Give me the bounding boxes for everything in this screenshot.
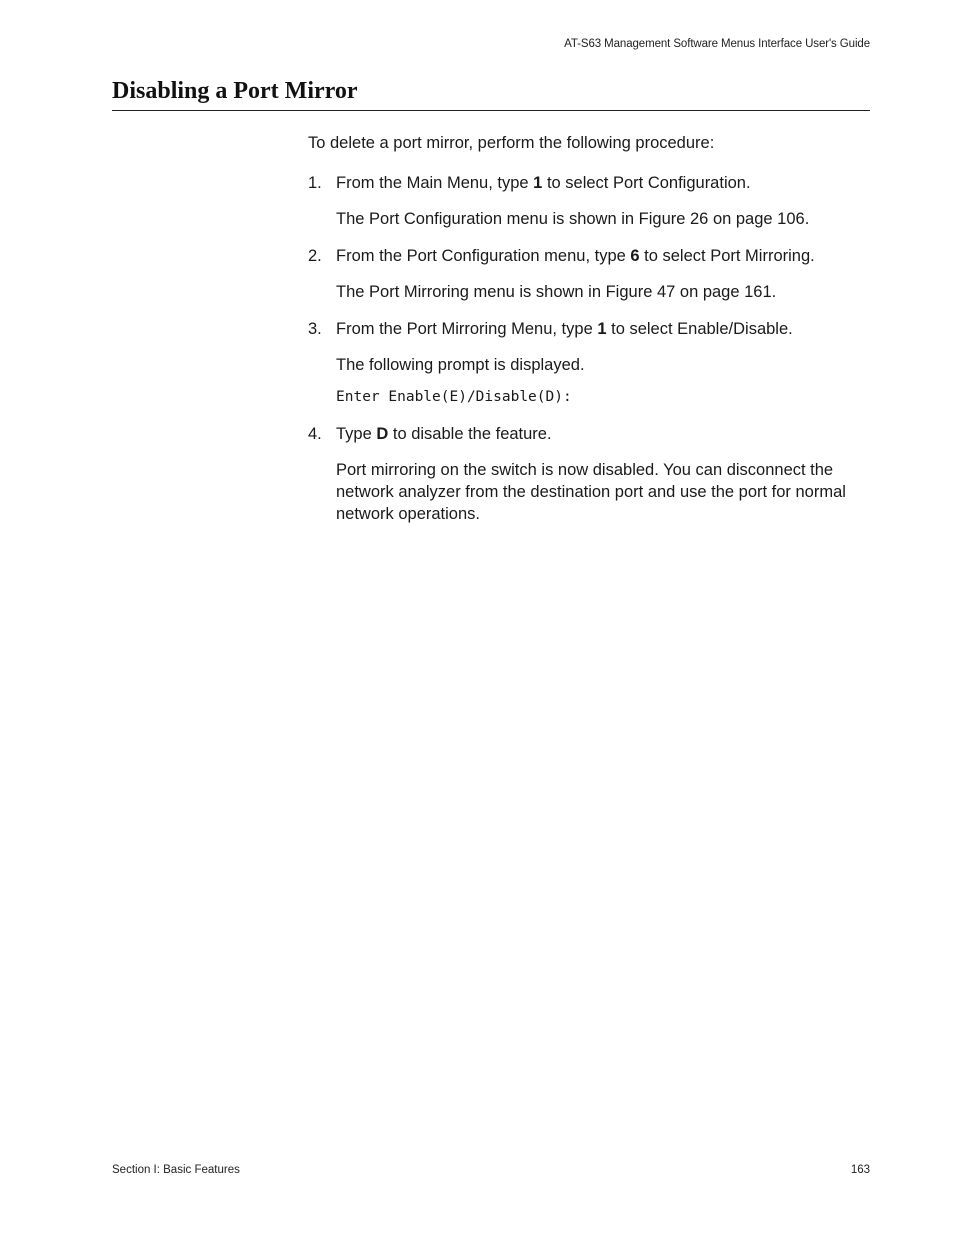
step-key: 1	[597, 320, 607, 338]
step-key: 6	[630, 247, 640, 265]
step-text-after: to select Port Configuration.	[542, 174, 751, 192]
step-text-before: From the Port Mirroring Menu, type	[336, 320, 598, 338]
prompt-code: Enter Enable(E)/Disable(D):	[336, 389, 572, 405]
step-number: 1.	[308, 174, 322, 192]
page-number: 163	[850, 1164, 870, 1176]
step-text-after: to select Port Mirroring.	[639, 247, 815, 265]
step-1	[308, 172, 860, 230]
step-key: 1	[533, 174, 543, 192]
step-text-before: Type	[336, 425, 377, 443]
step-note: The Port Mirroring menu is shown in Figure 47 on page 161.	[336, 283, 777, 301]
step-number: 4.	[308, 425, 322, 443]
step-instruction	[336, 423, 860, 445]
step-3	[308, 318, 860, 408]
step-text-before: From the Main Menu, type	[336, 174, 534, 192]
procedure-body	[308, 132, 860, 540]
step-number: 3.	[308, 320, 322, 338]
section-title: Disabling a Port Mirror	[112, 76, 870, 111]
step-number: 2.	[308, 247, 322, 265]
step-instruction	[336, 245, 860, 267]
step-note: The following prompt is displayed.	[336, 356, 585, 374]
step-note: The Port Configuration menu is shown in Figure 26 on page 106.	[336, 210, 810, 228]
step-2	[308, 245, 860, 303]
step-text-before: From the Port Configuration menu, type	[336, 247, 631, 265]
step-note: Port mirroring on the switch is now disabled. You can disconnect the network analyzer from the destination port and use the port for normal network operations.	[336, 461, 846, 523]
procedure-steps	[308, 172, 860, 525]
step-text-after: to select Enable/Disable.	[606, 320, 793, 338]
running-header: AT-S63 Management Software Menus Interface User's Guide	[564, 38, 870, 50]
step-4	[308, 423, 860, 525]
step-key: D	[376, 425, 389, 443]
footer-section-label: Section I: Basic Features	[112, 1164, 240, 1176]
step-text-after: to disable the feature.	[388, 425, 552, 443]
intro-paragraph: To delete a port mirror, perform the following procedure:	[308, 134, 715, 152]
step-instruction	[336, 318, 860, 340]
step-instruction	[336, 172, 860, 194]
